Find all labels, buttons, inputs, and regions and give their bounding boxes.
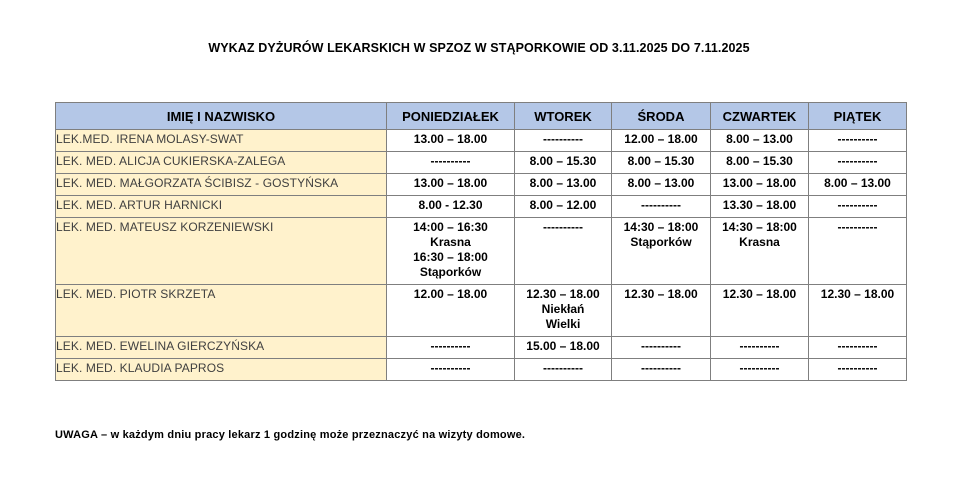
duty-cell-line: ----------: [837, 361, 878, 375]
duty-cell-tuesday: [515, 196, 612, 218]
duty-cell-line: 12.30 – 18.00: [526, 287, 600, 301]
duty-cell-line: ----------: [837, 339, 878, 353]
duty-cell-tuesday: [515, 218, 612, 285]
duty-cell-friday: [809, 337, 907, 359]
doctor-name-cell: LEK. MED. KLAUDIA PAPROS: [56, 359, 387, 381]
duty-cell-line: 8.00 – 15.30: [529, 154, 597, 168]
duty-cell-line: Stąporków: [419, 265, 482, 279]
duty-cell-line: ----------: [543, 220, 583, 234]
duty-cell-friday: [809, 285, 907, 337]
duty-cell-thursday: [711, 174, 809, 196]
table-body: [56, 130, 907, 381]
page-title: WYKAZ DYŻURÓW LEKARSKICH W SPZOZ W STĄPORKOWIE OD 3.11.2025 DO 7.11.2025: [208, 41, 750, 55]
duty-cell-thursday: [711, 285, 809, 337]
duty-cell-thursday: [711, 130, 809, 152]
duty-cell-friday: [809, 359, 907, 381]
duty-cell-line: ----------: [641, 198, 681, 212]
duty-cell-line: ----------: [837, 220, 878, 234]
duty-cell-line: ----------: [543, 132, 583, 146]
duty-cell-line: 12.30 – 18.00: [820, 287, 895, 301]
table-row: [56, 174, 907, 196]
duty-cell-line: Stąporków: [630, 235, 692, 249]
duty-cell-line: 12.00 – 18.00: [413, 287, 488, 301]
duty-cell-wednesday: [612, 174, 711, 196]
duty-cell-thursday: [711, 152, 809, 174]
note-text: UWAGA – w każdym dniu pracy lekarz 1 godzinę może przeznaczyć na wizyty domowe.: [55, 429, 526, 441]
duty-cell-wednesday: [612, 152, 711, 174]
doctor-name-cell: LEK. MED. ARTUR HARNICKI: [56, 196, 387, 218]
duty-cell-line: ----------: [430, 339, 471, 353]
duty-cell-line: ----------: [739, 339, 780, 353]
duty-cell-wednesday: [612, 359, 711, 381]
column-header-wednesday: ŚRODA: [612, 103, 711, 130]
table-row: [56, 285, 907, 337]
doctor-name-cell: LEK.MED. IRENA MOLASY-SWAT: [56, 130, 387, 152]
duty-cell-line: 8.00 – 13.00: [726, 132, 793, 146]
duty-cell-monday: [387, 218, 515, 285]
duty-cell-wednesday: [612, 130, 711, 152]
duty-schedule-table: [55, 102, 907, 381]
duty-cell-line: Wielki: [545, 317, 581, 331]
duty-cell-monday: [387, 359, 515, 381]
duty-cell-line: 16:30 – 18:00: [413, 250, 488, 264]
duty-cell-line: 8.00 – 13.00: [824, 176, 891, 190]
doctor-name-cell: LEK. MED. EWELINA GIERCZYŃSKA: [56, 337, 387, 359]
duty-cell-line: ----------: [543, 361, 583, 375]
duty-cell-line: 8.00 – 13.00: [529, 176, 597, 190]
duty-cell-wednesday: [612, 218, 711, 285]
duty-cell-thursday: [711, 218, 809, 285]
table-row: [56, 337, 907, 359]
duty-cell-line: 13.00 – 18.00: [413, 132, 488, 146]
column-header-name: IMIĘ I NAZWISKO: [56, 103, 387, 130]
duty-cell-line: ----------: [739, 361, 780, 375]
duty-cell-monday: [387, 337, 515, 359]
duty-cell-line: Krasna: [739, 235, 780, 249]
doctor-name-cell: LEK. MED. MATEUSZ KORZENIEWSKI: [56, 218, 387, 285]
duty-cell-line: 13.30 – 18.00: [722, 198, 797, 212]
duty-cell-line: 8.00 – 15.30: [627, 154, 695, 168]
duty-cell-line: 13.00 – 18.00: [722, 176, 797, 190]
duty-cell-line: 14:30 – 18:00: [623, 220, 699, 234]
duty-cell-line: ----------: [837, 154, 878, 168]
duty-cell-line: ----------: [430, 154, 471, 168]
table-header-row: [56, 103, 907, 130]
duty-cell-tuesday: [515, 152, 612, 174]
duty-cell-thursday: [711, 359, 809, 381]
column-header-friday: PIĄTEK: [809, 103, 907, 130]
duty-cell-friday: [809, 196, 907, 218]
table-row: [56, 359, 907, 381]
duty-cell-line: ----------: [837, 198, 878, 212]
doctor-name-cell: LEK. MED. PIOTR SKRZETA: [56, 285, 387, 337]
duty-cell-line: 8.00 – 15.30: [726, 154, 793, 168]
duty-cell-line: 8.00 – 12.00: [529, 198, 597, 212]
column-header-thursday: CZWARTEK: [711, 103, 809, 130]
duty-cell-line: 12.30 – 18.00: [722, 287, 797, 301]
duty-cell-line: 14:30 – 18:00: [722, 220, 797, 234]
duty-cell-monday: [387, 196, 515, 218]
column-header-tuesday: WTOREK: [515, 103, 612, 130]
duty-cell-line: 8.00 - 12.30: [418, 198, 483, 212]
duty-cell-tuesday: [515, 359, 612, 381]
table-row: [56, 130, 907, 152]
duty-cell-wednesday: [612, 285, 711, 337]
duty-cell-wednesday: [612, 196, 711, 218]
duty-cell-line: ----------: [641, 339, 681, 353]
duty-cell-line: Krasna: [430, 235, 471, 249]
duty-cell-tuesday: [515, 285, 612, 337]
duty-cell-monday: [387, 152, 515, 174]
duty-cell-line: Niekłań: [541, 302, 585, 316]
duty-cell-line: 15.00 – 18.00: [526, 339, 600, 353]
table-row: [56, 152, 907, 174]
duty-cell-monday: [387, 285, 515, 337]
duty-cell-thursday: [711, 196, 809, 218]
duty-cell-tuesday: [515, 130, 612, 152]
duty-cell-thursday: [711, 337, 809, 359]
duty-cell-friday: [809, 174, 907, 196]
duty-cell-line: 12.30 – 18.00: [624, 287, 698, 301]
duty-cell-monday: [387, 174, 515, 196]
duty-cell-line: ----------: [837, 132, 878, 146]
duty-cell-line: 8.00 – 13.00: [627, 176, 695, 190]
doctor-name-cell: LEK. MED. MAŁGORZATA ŚCIBISZ - GOSTYŃSKA: [56, 174, 387, 196]
duty-cell-line: ----------: [641, 361, 681, 375]
duty-cell-tuesday: [515, 174, 612, 196]
duty-cell-friday: [809, 130, 907, 152]
table-row: [56, 218, 907, 285]
duty-cell-friday: [809, 218, 907, 285]
duty-cell-tuesday: [515, 337, 612, 359]
table-row: [56, 196, 907, 218]
duty-cell-line: 13.00 – 18.00: [413, 176, 488, 190]
duty-cell-line: ----------: [430, 361, 471, 375]
duty-cell-line: 12.00 – 18.00: [624, 132, 698, 146]
duty-cell-line: 14:00 – 16:30: [413, 220, 488, 234]
duty-cell-monday: [387, 130, 515, 152]
column-header-monday: PONIEDZIAŁEK: [387, 103, 515, 130]
doctor-name-cell: LEK. MED. ALICJA CUKIERSKA-ZALEGA: [56, 152, 387, 174]
duty-cell-friday: [809, 152, 907, 174]
duty-cell-wednesday: [612, 337, 711, 359]
